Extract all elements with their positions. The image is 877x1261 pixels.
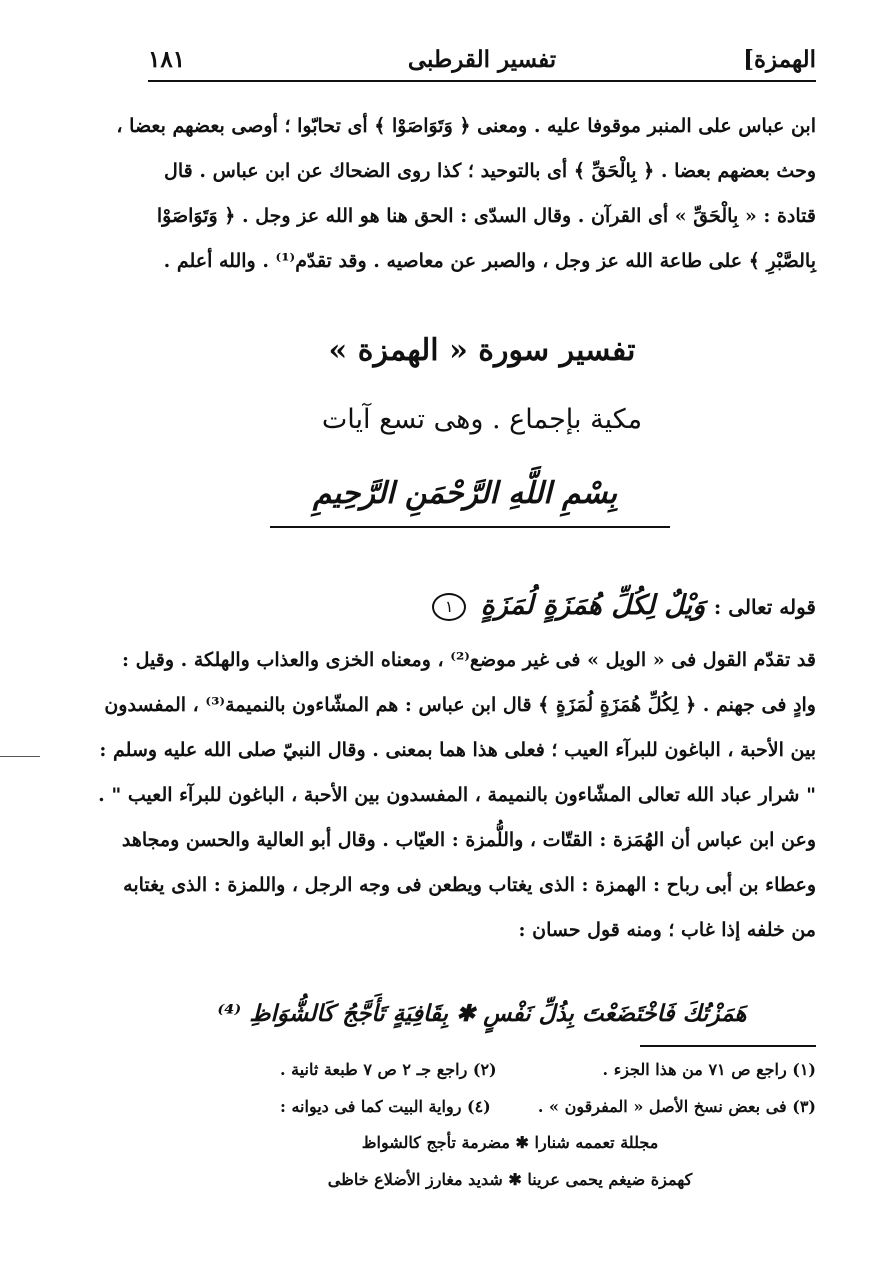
basmala-underline	[270, 526, 670, 528]
text-line: وحث بعضهم بعضا . ﴿ بِالْحَقِّ ﴾ أى بالتوحيد ؛ كذا روى الضحاك عن ابن عباس . قال	[164, 160, 816, 182]
footnote-3: (٣) فى بعض نسخ الأصل « المفرقون » .	[537, 1097, 816, 1116]
intro-paragraph	[116, 104, 816, 284]
footnote-1: (١) راجع ص ٧١ من هذا الجزء .	[602, 1060, 816, 1079]
text-line: بِالصَّبْرِ ﴾ على طاعة الله عز وجل ، والصبر عن معاصيه . وقد تقدّم⁽¹⁾ . والله أعلم .	[163, 250, 816, 272]
header-book-title: تفسير القرطبى	[407, 46, 557, 73]
text-line: قد تقدّم القول فى « الويل » فى غير موضع⁽²⁾ ، ومعناه الخزى والعذاب والهلكة . وقيل :	[122, 649, 816, 671]
text-line: وادٍ فى جهنم . ﴿ لِكُلِّ هُمَزَةٍ لُمَزَةٍ ﴾ قال ابن عباس : هم المشّاءون بالنميمة⁽³⁾ ، المفسدون	[104, 694, 816, 716]
verse-intro: قوله تعالى :	[713, 595, 816, 619]
text-line: ابن عباس على المنبر موقوفا عليه . ومعنى ﴿ وَتَوَاصَوْا ﴾ أى تحابّوا ؛ أوصى بعضهم بعضا ،	[116, 115, 816, 137]
footnote-poem-line: كهمزة ضيغم يحمى عرينا ✱ شديد مغارز الأضلاع خاظى	[327, 1170, 693, 1189]
header-surah-name: الهمزة]	[743, 46, 816, 73]
poem-verse: هَمَزْتُكَ فَاخْتَضَعْتَ بِذُلِّ نَفْسٍ ✱ بِقَافِيَةٍ تَأَجَّجُ كَالشُّوَاظِ ⁽⁴⁾	[217, 1000, 747, 1027]
header-page-number: ١٨١	[148, 46, 186, 73]
surah-title: تفسير سورة « الهمزة »	[328, 333, 636, 368]
text-line: من خلفه إذا غاب ؛ ومنه قول حسان :	[518, 919, 816, 941]
verse-line	[148, 578, 816, 634]
text-line: قتادة : « بِالْحَقِّ » أى القرآن . وقال السدّى : الحق هنا هو الله عز وجل . ﴿ وَتَوَاصَوْا	[156, 205, 816, 227]
commentary-paragraph	[98, 638, 816, 953]
surah-subtitle: مكية بإجماع . وهى تسع آيات	[321, 404, 643, 435]
footnote-2: (٢) راجع جـ ٢ ص ٧ طبعة ثانية .	[280, 1060, 497, 1079]
text-line: بين الأحبة ، الباغون للبرآء العيب ؛ فعلى هذا هما بمعنى . وقال النبيّ صلى الله عليه وسلم :	[99, 739, 816, 761]
verse-number-marker: ١	[432, 593, 466, 621]
text-line: " شرار عباد الله تعالى المشّاءون بالنميمة ، المفسدون بين الأحبة ، الباغون للبرآء العيب " .	[98, 784, 816, 806]
text-line: وعطاء بن أبى رباح : الهمزة : الذى يغتاب ويطعن فى وجه الرجل ، واللمزة : الذى يغتابه	[123, 874, 816, 896]
footnote-poem-line: مجللة تعممه شنارا ✱ مضرمة تأجج كالشواظ	[361, 1133, 659, 1152]
margin-mark	[0, 756, 40, 757]
footnote-separator	[640, 1045, 816, 1047]
text-line: وعن ابن عباس أن الهُمَزة : القتّات ، واللُّمزة : العيّاب . وقال أبو العالية والحسن ومجاهد	[121, 829, 816, 851]
verse-text: وَيْلٌ لِكُلِّ هُمَزَةٍ لُمَزَةٍ	[480, 590, 706, 621]
basmala-calligraphy	[260, 472, 670, 542]
footnote-4: (٤) رواية البيت كما فى ديوانه :	[280, 1097, 491, 1116]
basmala-text: بِسْمِ اللَّهِ الرَّحْمَنِ الرَّحِيمِ	[312, 476, 618, 511]
page-header	[148, 40, 816, 82]
